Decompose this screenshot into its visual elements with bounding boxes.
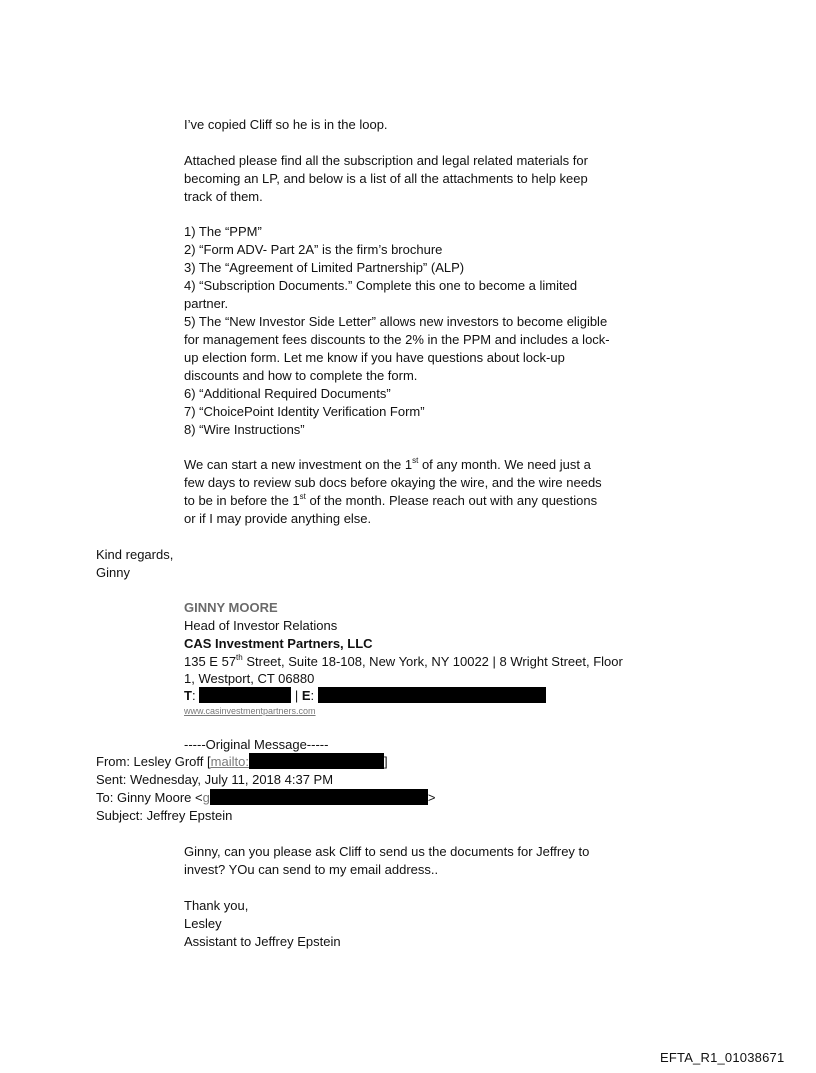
attached-line-2: becoming an LP, and below is a list of all the attachments to help keep bbox=[184, 171, 588, 186]
list-item: for management fees discounts to the 2% in the PPM and includes a lock- bbox=[184, 332, 610, 347]
original-message-header: -----Original Message----- bbox=[184, 737, 329, 752]
list-item: partner. bbox=[184, 296, 229, 311]
list-item: 6) “Additional Required Documents” bbox=[184, 386, 391, 401]
redacted-to-email bbox=[210, 789, 428, 805]
list-item: 7) “ChoicePoint Identity Verification Form” bbox=[184, 404, 425, 419]
message-line-1: Ginny, can you please ask Cliff to send us the documents for Jeffrey to bbox=[184, 844, 590, 859]
list-item: 8) “Wire Instructions” bbox=[184, 422, 305, 437]
attached-line-1: Attached please find all the subscription and legal related materials for bbox=[184, 153, 588, 168]
closing-line-1: We can start a new investment on the 1st of any month. We need just a bbox=[184, 456, 591, 472]
phone-label: T bbox=[184, 688, 192, 703]
signature-address-2: 1, Westport, CT 06880 bbox=[184, 671, 315, 686]
email-label: E bbox=[301, 688, 311, 703]
intro-line: I’ve copied Cliff so he is in the loop. bbox=[184, 117, 388, 132]
redacted-from-email bbox=[249, 753, 384, 769]
signoff-name: Ginny bbox=[96, 565, 130, 580]
signature-name: GINNY MOORE bbox=[184, 600, 278, 615]
signature-contact-line: T: | E: bbox=[184, 687, 546, 705]
list-item: discounts and how to complete the form. bbox=[184, 368, 418, 383]
sent-line: Sent: Wednesday, July 11, 2018 4:37 PM bbox=[96, 772, 334, 787]
signoff-line: Kind regards, bbox=[96, 547, 174, 562]
closing-line-3: to be in before the 1st of the month. Please reach out with any questions bbox=[184, 492, 598, 508]
sender-title: Assistant to Jeffrey Epstein bbox=[184, 934, 341, 949]
list-item: 4) “Subscription Documents.” Complete this one to become a limited bbox=[184, 278, 578, 293]
sender-name: Lesley bbox=[184, 916, 222, 931]
list-item: 2) “Form ADV- Part 2A” is the firm’s brochure bbox=[184, 242, 443, 257]
redacted-email bbox=[318, 687, 546, 703]
signature-title: Head of Investor Relations bbox=[184, 618, 338, 633]
message-line-2: invest? YOu can send to my email address.. bbox=[184, 862, 439, 877]
from-line: From: Lesley Groff [mailto: ] bbox=[96, 754, 388, 769]
list-item: 3) The “Agreement of Limited Partnership” (ALP) bbox=[184, 260, 465, 275]
subject-line: Subject: Jeffrey Epstein bbox=[96, 808, 233, 823]
document-id: EFTA_R1_01038671 bbox=[660, 1050, 785, 1065]
mailto-link[interactable]: mailto: bbox=[210, 754, 249, 769]
redacted-phone bbox=[199, 687, 291, 703]
list-item: up election form. Let me know if you have questions about lock-up bbox=[184, 350, 565, 365]
thanks-line: Thank you, bbox=[184, 898, 249, 913]
list-item: 5) The “New Investor Side Letter” allows new investors to become eligible bbox=[184, 314, 608, 329]
signature-company: CAS Investment Partners, LLC bbox=[184, 636, 373, 651]
website-link[interactable]: www.casinvestmentpartners.com bbox=[184, 706, 316, 716]
closing-line-4: or if I may provide anything else. bbox=[184, 511, 372, 526]
list-item: 1) The “PPM” bbox=[184, 224, 262, 239]
attached-line-3: track of them. bbox=[184, 189, 263, 204]
closing-line-2: few days to review sub docs before okaying the wire, and the wire needs bbox=[184, 475, 602, 490]
signature-address-1: 135 E 57th Street, Suite 18-108, New York, NY 10022 | 8 Wright Street, Floor bbox=[184, 653, 623, 669]
to-line: To: Ginny Moore <g > bbox=[96, 790, 436, 805]
